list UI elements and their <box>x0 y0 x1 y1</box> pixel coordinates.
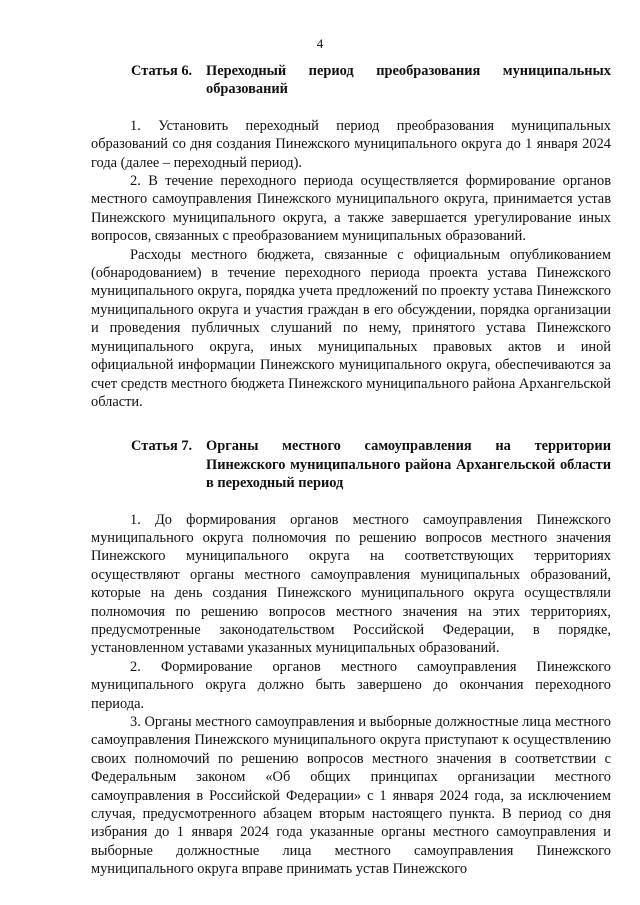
article-7-heading <box>131 437 611 492</box>
page-number: 4 <box>316 36 324 51</box>
document-body <box>91 62 611 879</box>
article-label: Статья 7. <box>131 438 193 455</box>
paragraph: 1. Установить переходный период преобразования муниципальных образований со дня создания Пинежского муниципального округа до 1 января 2024 года (далее – переходный период). <box>91 117 611 171</box>
paragraph: 1. До формирования органов местного самоуправления Пинежского муниципального округа полномочия по решению вопросов местного значения Пинежского муниципального округа на соответствующих территориях осуществляют органы местного самоуправления муниципальных образований, которые на день создания Пинежского муниципального округа осуществляли полномочия по решению вопросов местного значения на этих территориях, предусмотренные законодательством Российской Федерации, в порядке, установленном уставами указанных муниципальных образований. <box>91 511 611 657</box>
article-6-heading <box>131 62 611 99</box>
article-title: Переходный период преобразования муниципальных образований <box>206 63 611 98</box>
article-title: Органы местного самоуправления на территории Пинежского муниципального района Архангельской области в переходный период <box>206 438 611 492</box>
article-label: Статья 6. <box>131 63 193 79</box>
paragraph: 2. Формирование органов местного самоуправления Пинежского муниципального округа должно быть завершено до окончания переходного периода. <box>91 658 611 712</box>
paragraph: Расходы местного бюджета, связанные с официальным опубликованием (обнародованием) в течение переходного периода проекта устава Пинежского муниципального округа, порядка учета предложений по проекту устава Пинежского муниципального округа и участия граждан в его обсуждении, порядка организации и проведения публичных слушаний по нему, принятого устава Пинежского муниципального округа, иных муниципальных правовых актов и иной официальной информации Пинежского муниципального округа, обеспечиваются за счет средств местного бюджета Пинежского муниципального района Архангельской области. <box>91 246 611 410</box>
paragraph: 3. Органы местного самоуправления и выборные должностные лица местного самоуправления Пинежского муниципального округа приступают к осуществлению своих полномочий по решению вопросов местного значения в соответствии с Федеральным законом «Об общих принципах организации местного самоуправления в Российской Федерации» с 1 января 2024 года, за исключением случая, предусмотренного абзацем вторым настоящего пункта. В период со дня избрания до 1 января 2024 года указанные органы местного самоуправления и выборные должностные лица местного самоуправления Пинежского муниципального округа вправе принимать устав Пинежского <box>91 714 611 878</box>
paragraph: 2. В течение переходного периода осуществляется формирование органов местного самоуправления Пинежского муниципального округа, принимается устав Пинежского муниципального округа, а также завершается урегулирование иных вопросов, связанных с преобразованием муниципальных образований. <box>91 173 611 245</box>
